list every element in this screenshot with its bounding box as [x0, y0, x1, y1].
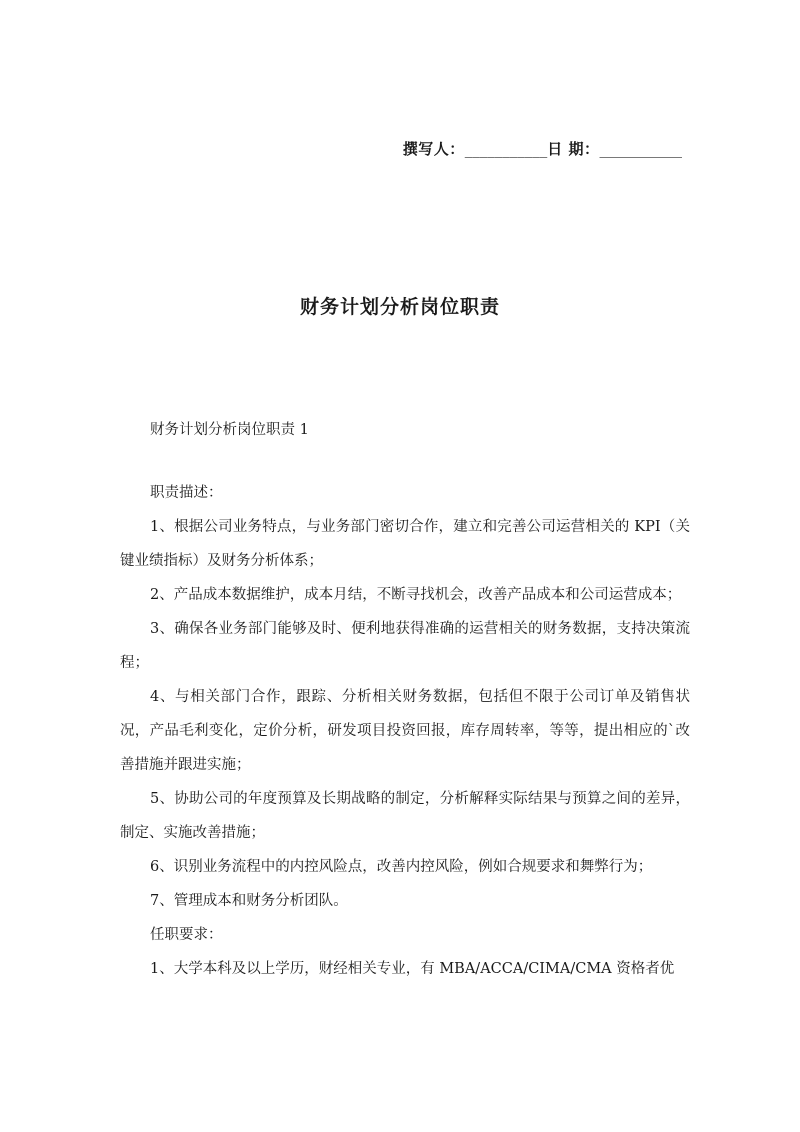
paragraph-duty-4: 4、与相关部门合作，跟踪、分析相关财务数据，包括但不限于公司订单及销售状况，产品毛利变化，定价分析，研发项目投资回报，库存周转率，等等，提出相应的`改善措施并跟进实施； — [120, 689, 690, 773]
paragraph-requirements-heading: 任职要求： — [150, 927, 223, 943]
author-date-line — [403, 138, 682, 159]
date-blank: ___________ — [599, 140, 682, 158]
paragraph-requirement-1: 1、大学本科及以上学历，财经相关专业，有 MBA/ACCA/CIMA/CMA 资格者优 — [150, 961, 675, 977]
document-body — [120, 476, 690, 986]
paragraph-duty-7: 7、管理成本和财务分析团队。 — [150, 893, 348, 909]
paragraph-duty-2: 2、产品成本数据维护，成本月结，不断寻找机会，改善产品成本和公司运营成本； — [150, 587, 682, 603]
document-title: 财务计划分析岗位职责 — [299, 296, 500, 318]
author-blank: ___________ — [464, 140, 548, 158]
paragraph-duties-heading: 职责描述： — [150, 485, 223, 501]
section-title: 财务计划分析岗位职责 1 — [150, 422, 309, 438]
paragraph-duty-3: 3、确保各业务部门能够及时、便利地获得准确的运营相关的财务数据，支持决策流程； — [120, 621, 690, 671]
paragraph-duty-6: 6、识别业务流程中的内控风险点，改善内控风险，例如合规要求和舞弊行为； — [150, 859, 653, 875]
paragraph-duty-1: 1、根据公司业务特点，与业务部门密切合作，建立和完善公司运营相关的 KPI（关键业绩指标）及财务分析体系； — [120, 519, 690, 569]
author-label: 撰写人： — [402, 140, 465, 158]
date-label: 日 期： — [547, 140, 600, 158]
paragraph-duty-5: 5、协助公司的年度预算及长期战略的制定，分析解释实际结果与预算之间的差异，制定、实施改善措施； — [120, 791, 690, 841]
